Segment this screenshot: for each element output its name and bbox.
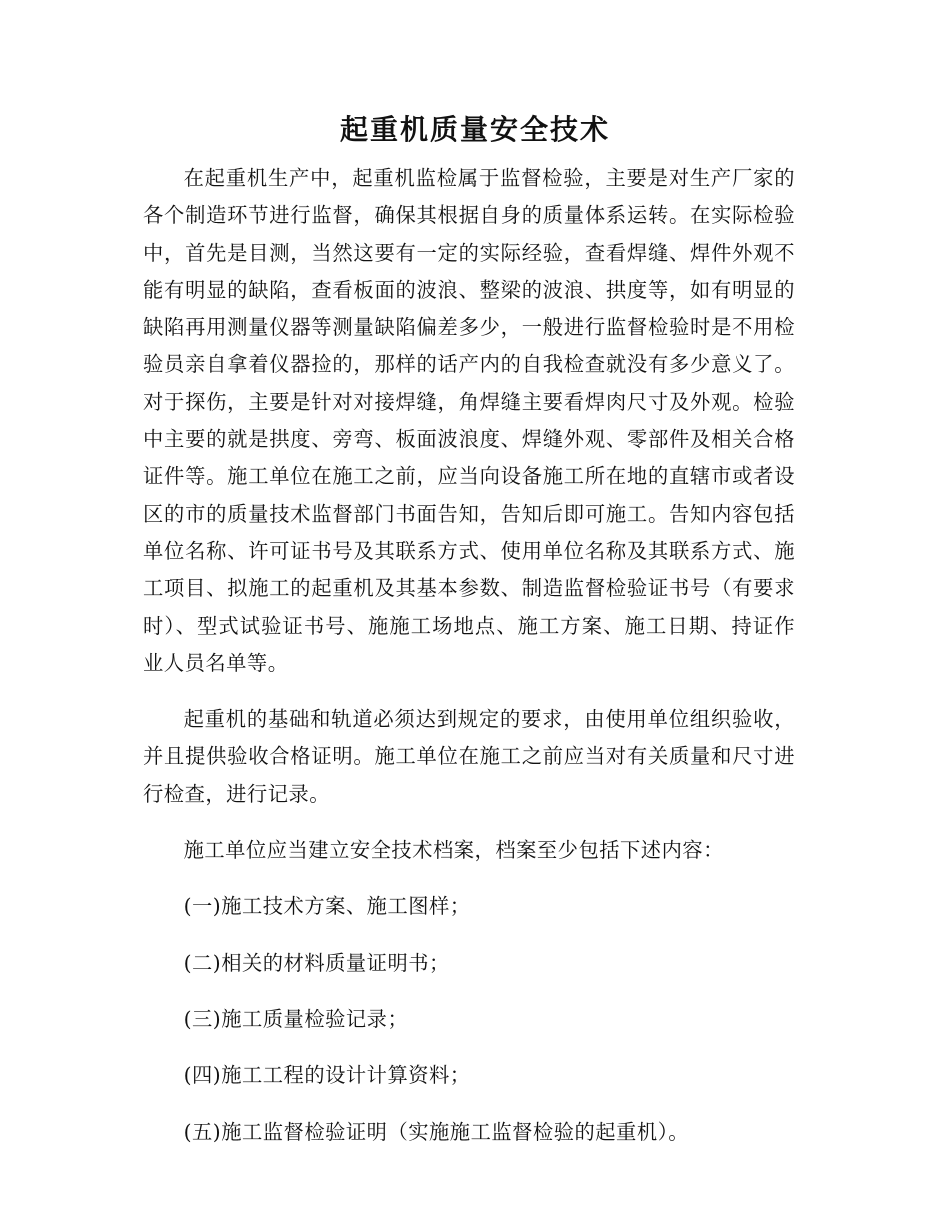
- list-item: (五)施工监督检验证明（实施施工监督检验的起重机）。: [183, 1119, 690, 1144]
- list-item: (三)施工质量检验记录；: [183, 1006, 409, 1031]
- list-item: (一)施工技术方案、施工图样；: [183, 894, 471, 919]
- document-page: [143, 110, 795, 1151]
- body-paragraph-3: 施工单位应当建立安全技术档案，档案至少包括下述内容：: [183, 838, 724, 863]
- document-title: 起重机质量安全技术: [339, 113, 610, 146]
- list-item: (四)施工工程的设计计算资料；: [183, 1063, 471, 1088]
- body-paragraph-1: 在起重机生产中，起重机监检属于监督检验，主要是对生产厂家的各个制造环节进行监督，确保其根据自身的质量体系运转。在实际检验中，首先是目测，当然这要有一定的实际经验，查看焊缝、焊件外观不能有明显的缺陷，查看板面的波浪、整梁的波浪、拱度等，如有明显的缺陷再用测量仪器等测量缺陷偏差多少，一般进行监督检验时是不用检验员亲自拿着仪器捡的，那样的话产内的自我检查就没有多少意义了。对于探伤，主要是针对对接焊缝，角焊缝主要看焊肉尺寸及外观。检验中主要的就是拱度、旁弯、板面波浪度、焊缝外观、零部件及相关合格证件等。施工单位在施工之前，应当向设备施工所在地的直辖市或者设区的市的质量技术监督部门书面告知，告知后即可施工。告知内容包括单位名称、许可证书号及其联系方式、使用单位名称及其联系方式、施工项目、拟施工的起重机及其基本参数、制造监督检验证书号（有要求时）、型式试验证书号、施施工场地点、施工方案、施工日期、持证作业人员名单等。: [143, 166, 795, 675]
- list-item: (二)相关的材料质量证明书；: [183, 950, 450, 975]
- body-paragraph-2: 起重机的基础和轨道必须达到规定的要求，由使用单位组织验收，并且提供验收合格证明。施工单位在施工之前应当对有关质量和尺寸进行检查，进行记录。: [143, 707, 795, 806]
- archive-contents-list: [143, 888, 795, 1150]
